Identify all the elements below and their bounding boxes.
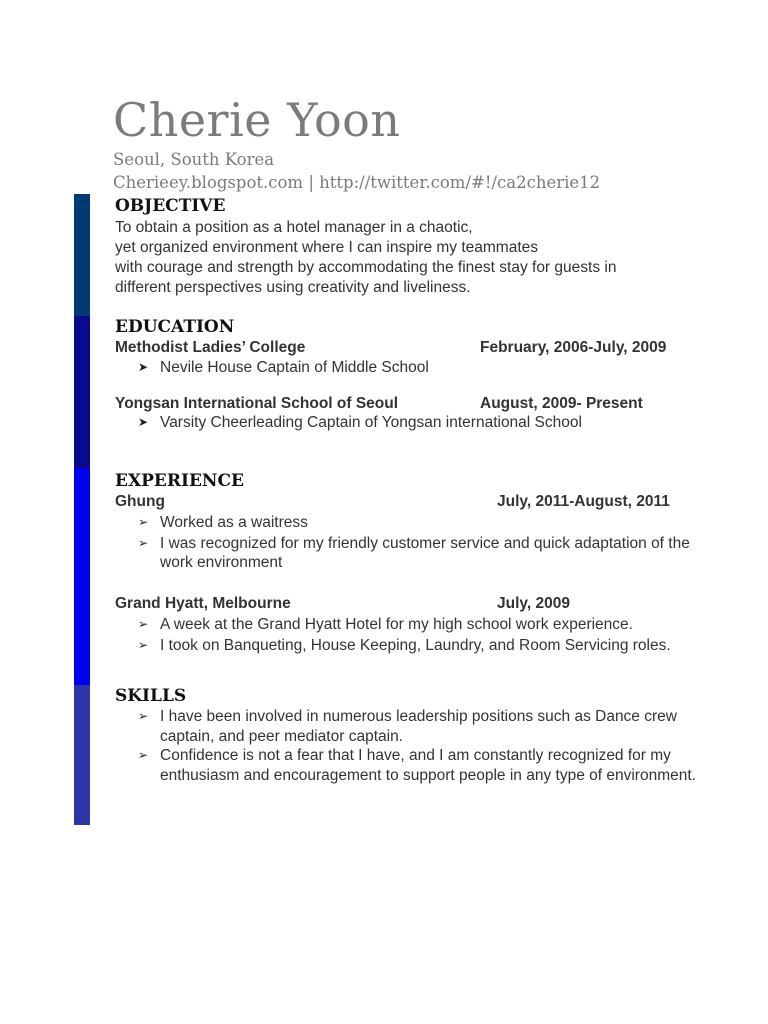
- accent-bar-experience: [74, 468, 90, 685]
- education-bullet-list: [138, 358, 429, 378]
- arrow-bullet-icon: ➤: [138, 415, 149, 429]
- arrow-bullet-icon: ➢: [138, 535, 149, 550]
- experience-dates: July, 2009: [497, 595, 570, 612]
- experience-bullet-list: [138, 513, 708, 573]
- accent-bar-objective: [74, 194, 90, 316]
- section-title-education: EDUCATION: [115, 317, 235, 337]
- section-title-objective: OBJECTIVE: [115, 196, 226, 216]
- arrow-bullet-icon: ➢: [138, 515, 149, 529]
- experience-bullet-list: [138, 615, 728, 655]
- list-item: ➤ Nevile House Captain of Middle School: [138, 359, 429, 376]
- section-title-skills: SKILLS: [115, 686, 187, 706]
- education-school: Methodist Ladies’ College: [115, 339, 306, 356]
- arrow-bullet-icon: ➢: [138, 637, 149, 652]
- location: Seoul, South Korea: [113, 150, 275, 169]
- education-dates: February, 2006-July, 2009: [480, 339, 667, 356]
- experience-dates: July, 2011-August, 2011: [497, 493, 670, 510]
- education-bullet-list: [138, 413, 582, 433]
- arrow-bullet-icon: ➢: [138, 748, 149, 762]
- list-item: ➢ Confidence is not a fear that I have, and I am constantly recognized for my enthusiasm and encouragement to support people in any type of environment.: [138, 747, 696, 784]
- list-item: ➢ Worked as a waitress: [138, 514, 308, 531]
- resume-name: Cherie Yoon: [113, 93, 401, 147]
- contact-links[interactable]: Cherieey.blogspot.com | http://twitter.com/#!/ca2cherie12: [113, 173, 601, 192]
- list-item: ➢ I was recognized for my friendly customer service and quick adaptation of the work environment: [138, 534, 690, 571]
- section-title-experience: EXPERIENCE: [115, 471, 244, 491]
- experience-employer: Grand Hyatt, Melbourne: [115, 595, 291, 612]
- objective-line: To obtain a position as a hotel manager in a chaotic,: [115, 219, 473, 236]
- accent-bar-education: [74, 316, 90, 468]
- skills-bullet-list: [138, 707, 713, 785]
- objective-line: different perspectives using creativity and liveliness.: [115, 279, 471, 296]
- list-item: ➢ A week at the Grand Hyatt Hotel for my high school work experience.: [138, 616, 633, 633]
- objective-line: with courage and strength by accommodating the finest stay for guests in: [115, 259, 617, 276]
- objective-line: yet organized environment where I can inspire my teammates: [115, 239, 539, 256]
- education-dates: August, 2009- Present: [480, 395, 643, 412]
- arrow-bullet-icon: ➢: [138, 709, 149, 723]
- arrow-bullet-icon: ➢: [138, 617, 149, 631]
- list-item: ➢ I have been involved in numerous leadership positions such as Dance crew captain, and peer mediator captain.: [138, 708, 677, 745]
- arrow-bullet-icon: ➤: [138, 360, 149, 374]
- education-school: Yongsan International School of Seoul: [115, 395, 399, 412]
- list-item: ➤ Varsity Cheerleading Captain of Yongsan international School: [138, 414, 582, 431]
- list-item: ➢ I took on Banqueting, House Keeping, Laundry, and Room Servicing roles.: [138, 636, 671, 654]
- experience-employer: Ghung: [115, 493, 165, 510]
- accent-bar-skills: [74, 685, 90, 825]
